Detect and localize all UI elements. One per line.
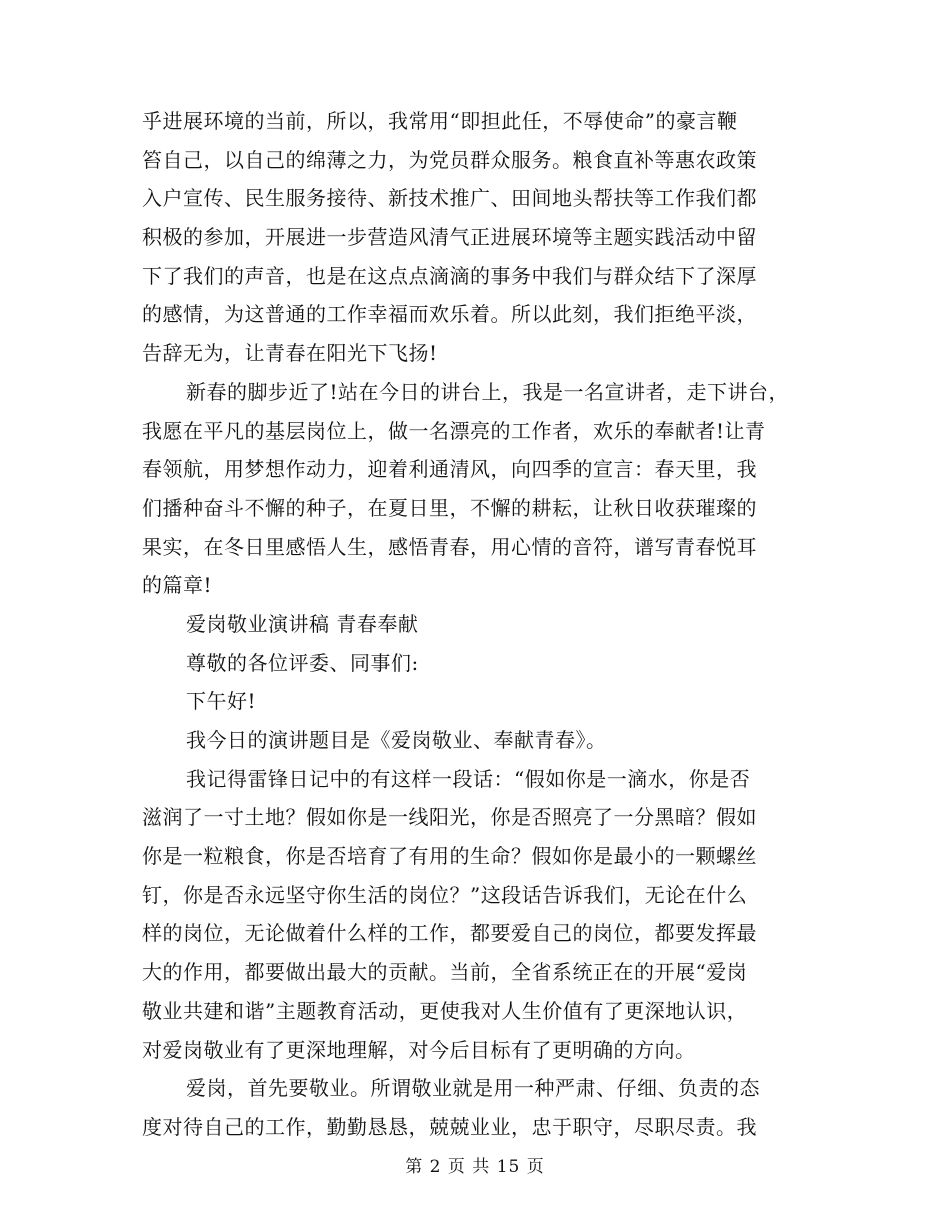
text-line: 春领航，用梦想作动力，迎着利通清风，向四季的宣言：春天里，我 (142, 457, 757, 482)
section-heading: 爱岗敬业演讲稿 青春奉献 (186, 611, 419, 636)
text-line: 乎进展环境的当前，所以，我常用“即担此任，不辱使命”的豪言鞭 (142, 109, 738, 133)
text-line: 下了我们的声音，也是在这点点滴滴的事务中我们与群众结下了深厚 (142, 263, 757, 288)
text-line: 样的岗位，无论做着什么样的工作，都要爱自己的岗位，都要发挥最 (142, 921, 757, 946)
text-line: 入户宣传、民生服务接待、新技术推广、田间地头帮扶等工作我们都 (142, 186, 757, 211)
document-body (142, 102, 814, 1147)
text-line: 笞自己，以自己的绵薄之力，为党员群众服务。粮食直补等惠农政策 (142, 147, 757, 172)
text-line: 你是一粒粮食，你是否培育了有用的生命？假如你是最小的一颗螺丝 (142, 844, 757, 869)
greeting: 下午好! (186, 689, 257, 714)
text-line: 果实，在冬日里感悟人生，感悟青春，用心情的音符，谱写青春悦耳 (142, 534, 757, 559)
salutation: 尊敬的各位评委、同事们: (186, 650, 419, 675)
text-line: 我愿在平凡的基层岗位上，做一名漂亮的工作者，欢乐的奉献者!让青 (142, 418, 766, 443)
text-line: 对爱岗敬业有了更深地理解，对今后目标有了更明确的方向。 (142, 1037, 696, 1062)
text-line: 告辞无为，让青春在阳光下飞扬! (142, 341, 438, 366)
paragraph-start-line: 新春的脚步近了!站在今日的讲台上，我是一名宣讲者，走下讲台， (186, 379, 790, 404)
text-line: 滋润了一寸土地？假如你是一线阳光，你是否照亮了一分黑暗？假如 (142, 805, 757, 830)
paragraph-start-line: 爱岗，首先要敬业。所谓敬业就是用一种严肃、仔细、负责的态 (186, 1076, 760, 1101)
paragraph-start-line: 我今日的演讲题目是《爱岗敬业、奉献青春》。 (186, 728, 607, 752)
paragraph-start-line: 我记得雷锋日记中的有这样一段话：“假如你是一滴水，你是否 (186, 766, 751, 791)
text-line: 度对待自己的工作，勤勤恳恳，兢兢业业，忠于职守，尽职尽责。我 (142, 1114, 757, 1139)
text-line: 积极的参加，开展进一步营造风清气正进展环境等主题实践活动中留 (142, 225, 757, 250)
text-line: 大的作用，都要做出最大的贡献。当前，全省系统正在的开展“爱岗 (142, 960, 748, 985)
page-number-footer: 第 2 页 共 15 页 (405, 1157, 545, 1177)
text-line: 的篇章! (142, 573, 213, 598)
text-line: 们播种奋斗不懈的种子，在夏日里，不懈的耕耘，让秋日收获璀璨的 (142, 495, 757, 520)
text-line: 的感情，为这普通的工作幸福而欢乐着。所以此刻，我们拒绝平淡， (142, 302, 757, 327)
text-line: 钉，你是否永远坚守你生活的岗位？”这段话告诉我们，无论在什么 (142, 882, 748, 907)
text-line: 敬业共建和谐”主题教育活动，更使我对人生价值有了更深地认识， (142, 998, 748, 1023)
